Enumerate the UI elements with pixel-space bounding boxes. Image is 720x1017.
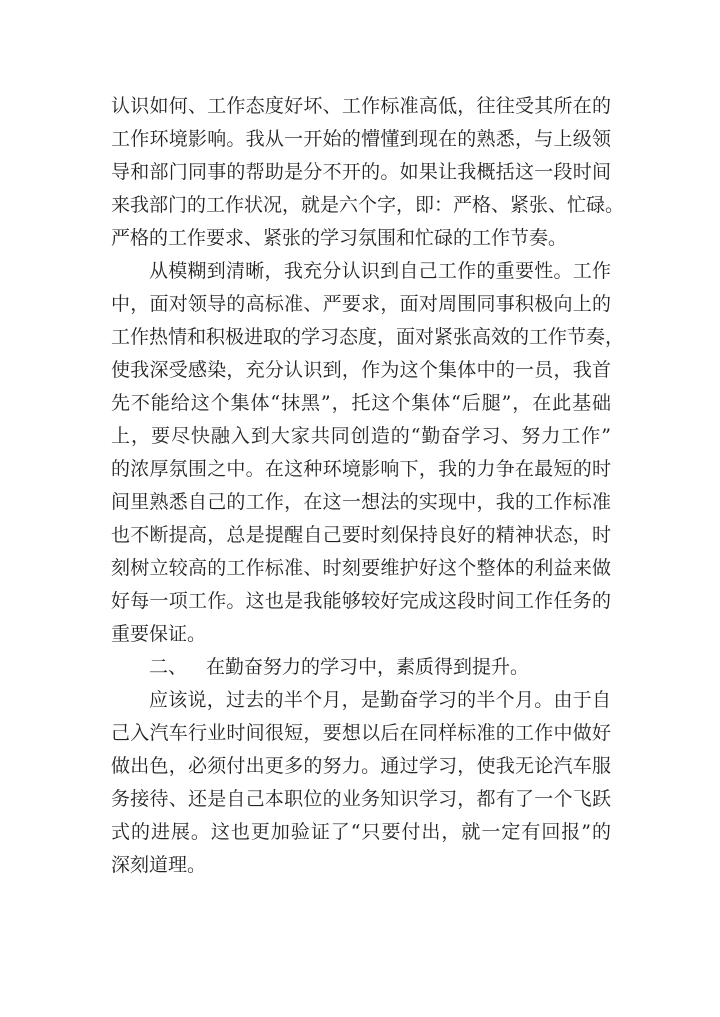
text-line: 务接待、还是自己本职位的业务知识学习，都有了一个飞跃 — [111, 788, 611, 810]
text-line: 工作环境影响。我从一开始的懵懂到现在的熟悉，与上级领 — [111, 128, 611, 150]
text-line: 认识如何、工作态度好坏、工作标准高低，往往受其所在的 — [111, 95, 611, 117]
text-line: 也不断提高，总是提醒自己要时刻保持良好的精神状态，时 — [111, 524, 611, 546]
text-line: 来我部门的工作状况，就是六个字，即：严格、紧张、忙碌。 — [111, 194, 625, 216]
section-heading — [111, 651, 611, 684]
text-line: 中，面对领导的高标准、严要求，面对周围同事积极向上的 — [111, 293, 611, 315]
text-line: 使我深受感染，充分认识到，作为这个集体中的一员，我首 — [111, 359, 611, 381]
paragraph-1 — [111, 90, 625, 255]
text-line: 式的进展。这也更加验证了“只要付出，就一定有回报”的 — [111, 821, 611, 843]
text-line: 深刻道理。 — [111, 854, 207, 876]
text-line: 刻树立较高的工作标准、时刻要维护好这个整体的利益来做 — [111, 557, 611, 579]
section-title: 在勤奋努力的学习中，素质得到提升。 — [206, 656, 530, 678]
text-line: 工作热情和积极进取的学习态度，面对紧张高效的工作节奏， — [111, 326, 625, 348]
document-body — [111, 90, 625, 882]
text-line: 上，要尽快融入到大家共同创造的“勤奋学习、努力工作” — [111, 425, 611, 447]
text-line: 重要保证。 — [111, 623, 207, 645]
text-line: 先不能给这个集体“抹黑”，托这个集体“后腿”，在此基础 — [111, 392, 611, 414]
text-line: 好每一项工作。这也是我能够较好完成这段时间工作任务的 — [111, 590, 611, 612]
text-line: 间里熟悉自己的工作，在这一想法的实现中，我的工作标准 — [111, 491, 611, 513]
section-number: 二、 — [149, 656, 188, 678]
text-line: 己入汽车行业时间很短，要想以后在同样标准的工作中做好 — [111, 722, 611, 744]
text-line: 严格的工作要求、紧张的学习氛围和忙碌的工作节奏。 — [111, 227, 568, 249]
paragraph-2 — [111, 255, 625, 651]
text-line: 导和部门同事的帮助是分不开的。如果让我概括这一段时间 — [111, 161, 611, 183]
text-line: 的浓厚氛围之中。在这种环境影响下，我的力争在最短的时 — [111, 458, 611, 480]
paragraph-3 — [111, 684, 611, 882]
text-line: 应该说，过去的半个月，是勤奋学习的半个月。由于自 — [149, 689, 611, 711]
text-line: 从模糊到清晰，我充分认识到自己工作的重要性。工作 — [149, 260, 611, 282]
text-line: 做出色，必须付出更多的努力。通过学习，使我无论汽车服 — [111, 755, 611, 777]
